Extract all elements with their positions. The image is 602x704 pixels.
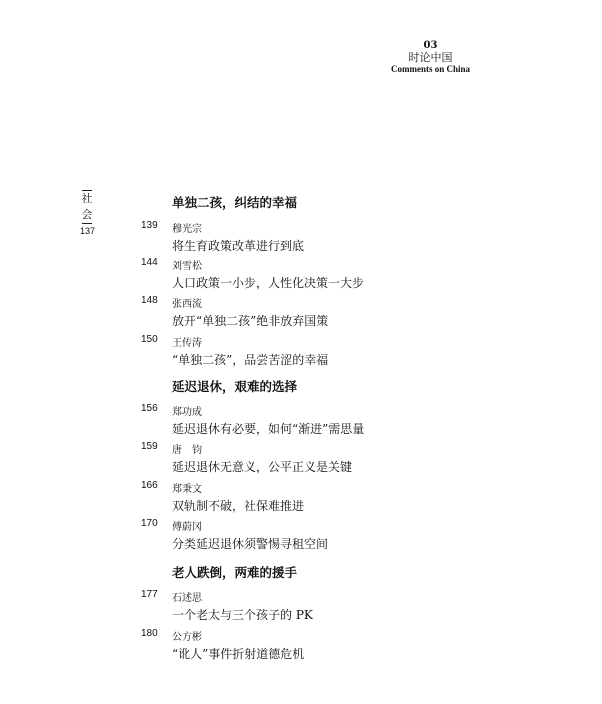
section-title[interactable]: 延迟退休，艰难的选择 (172, 379, 298, 394)
entry-title[interactable]: 放开“单独二孩”绝非放弃国策 (172, 314, 329, 328)
entry-author: 石述思 (172, 593, 202, 604)
entry-author: 唐 钧 (172, 445, 202, 456)
side-rule-bottom (82, 223, 92, 224)
entry-page: 180 (141, 628, 158, 639)
entry-author: 张西流 (172, 299, 202, 310)
entry-author: 王传涛 (172, 338, 202, 349)
section-title[interactable]: 单独二孩，纠结的幸福 (172, 195, 298, 210)
entry-page: 144 (141, 257, 158, 268)
entry-page: 150 (141, 334, 158, 345)
entry-author: 穆光宗 (172, 224, 202, 235)
entry-page: 170 (141, 518, 158, 529)
entry-page: 177 (141, 589, 158, 600)
side-char: 会 (81, 208, 93, 221)
header-page-number: 03 (423, 40, 438, 51)
header-title-cn: 时论中国 (408, 50, 453, 64)
entry-author: 傅蔚冈 (172, 522, 202, 533)
entry-title[interactable]: “单独二孩”，品尝苦涩的幸福 (172, 353, 329, 367)
side-char: 社 (81, 192, 93, 205)
entry-title[interactable]: 双轨制不破，社保难推进 (172, 499, 305, 513)
entry-title[interactable]: “讹人”事件折射道德危机 (172, 647, 305, 661)
entry-author: 公方彬 (172, 632, 202, 643)
entry-page: 166 (141, 480, 158, 491)
entry-author: 郑秉文 (172, 484, 202, 495)
entry-title[interactable]: 延迟退休有必要，如何“渐进”需思量 (172, 422, 365, 436)
entry-title[interactable]: 分类延迟退休须警惕寻租空间 (172, 537, 329, 551)
entry-author: 郑功成 (172, 407, 202, 418)
entry-title[interactable]: 一个老太与三个孩子的 PK (172, 608, 313, 622)
entry-title[interactable]: 延迟退休无意义，公平正义是关键 (172, 460, 353, 474)
entry-page: 148 (141, 295, 158, 306)
entry-page: 139 (141, 220, 158, 231)
entry-page: 159 (141, 441, 158, 452)
entry-title[interactable]: 将生育政策改革进行到底 (172, 239, 305, 253)
entry-author: 刘雪松 (172, 261, 202, 272)
side-page-number: 137 (80, 226, 96, 236)
entry-page: 156 (141, 403, 158, 414)
header-title-en: Comments on China (390, 64, 470, 75)
section-title[interactable]: 老人跌倒，两难的援手 (172, 565, 298, 580)
entry-title[interactable]: 人口政策一小步，人性化决策一大步 (172, 276, 365, 290)
side-chapter-marker (80, 190, 94, 236)
running-header (391, 40, 470, 74)
